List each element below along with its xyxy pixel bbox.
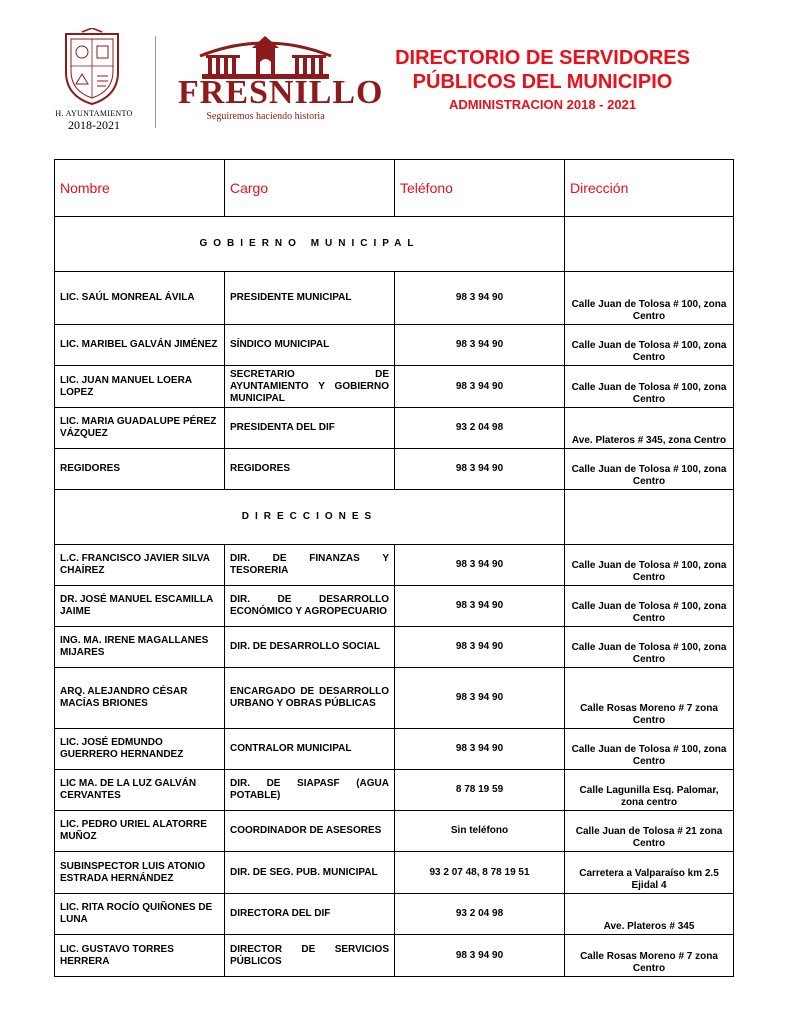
cargo-cell: DIR. DE SEG. PUB. MUNICIPAL [225,852,395,894]
cargo-cell: DIRECTORA DEL DIF [225,894,395,935]
telefono-cell: 98 3 94 90 [395,545,565,586]
table-row [55,408,734,449]
cargo-cell: CONTRALOR MUNICIPAL [225,729,395,770]
section-label: DIRECCIONES [55,490,565,545]
table-row [55,449,734,490]
cargo-cell: DIRECTOR DE SERVICIOS PÚBLICOS [225,935,395,977]
fresnillo-logo-tagline: Seguiremos haciendo historia [206,111,325,122]
telefono-cell: 93 2 04 98 [395,408,565,449]
table-row [55,852,734,894]
direccion-cell: Calle Juan de Tolosa # 100, zona Centro [565,586,734,627]
name-cell: LIC. PEDRO URIEL ALATORRE MUÑOZ [55,811,225,852]
direccion-cell: Calle Juan de Tolosa # 100, zona Centro [565,449,734,490]
name-cell: LIC MA. DE LA LUZ GALVÁN CERVANTES [55,770,225,811]
title-line2: PÚBLICOS DEL MUNICIPIO [412,71,673,93]
telefono-cell: 98 3 94 90 [395,272,565,325]
table-row [55,586,734,627]
direccion-cell: Calle Lagunilla Esq. Palomar, zona centro [565,770,734,811]
direccion-cell: Ave. Plateros # 345, zona Centro [565,408,734,449]
telefono-cell: 8 78 19 59 [395,770,565,811]
fresnillo-logo-wordmark: FRESNILLO [178,74,384,111]
cargo-cell: PRESIDENTA DEL DIF [225,408,395,449]
table-row [55,935,734,977]
cargo-cell: DIR. DE DESARROLLO SOCIAL [225,627,395,668]
name-cell: ARQ. ALEJANDRO CÉSAR MACÍAS BRIONES [55,668,225,729]
cargo-cell: SÍNDICO MUNICIPAL [225,325,395,366]
header-cargo: Cargo [225,160,395,217]
direccion-cell: Calle Juan de Tolosa # 100, zona Centro [565,366,734,408]
cargo-cell: REGIDORES [225,449,395,490]
cargo-cell: DIR. DE FINANZAS Y TESORERIA [225,545,395,586]
directory-table [54,159,734,977]
telefono-cell: 98 3 94 90 [395,449,565,490]
table-row [55,545,734,586]
telefono-cell: 98 3 94 90 [395,729,565,770]
name-cell: LIC. SAÚL MONREAL ÁVILA [55,272,225,325]
title-line3: ADMINISTRACION 2018 - 2021 [448,97,637,112]
cargo-cell: PRESIDENTE MUNICIPAL [225,272,395,325]
table-row [55,366,734,408]
telefono-cell: 98 3 94 90 [395,627,565,668]
direccion-cell: Carretera a Valparaíso km 2.5 Ejidal 4 [565,852,734,894]
header-name: Nombre [55,160,225,217]
cargo-cell: ENCARGADO DE DESARROLLO URBANO Y OBRAS PÚBLICAS [225,668,395,729]
table-row [55,627,734,668]
header-telefono: Teléfono [395,160,565,217]
name-cell: SUBINSPECTOR LUIS ATONIO ESTRADA HERNÁNDEZ [55,852,225,894]
title-line1: DIRECTORIO DE SERVIDORES [395,47,690,69]
municipal-seal-icon [60,28,124,106]
telefono-cell: 98 3 94 90 [395,366,565,408]
name-cell: LIC. MARIBEL GALVÁN JIMÉNEZ [55,325,225,366]
cargo-cell: COORDINADOR DE ASESORES [225,811,395,852]
page-header [0,0,791,150]
seal-caption-line1: H. AYUNTAMIENTO [55,109,133,118]
direccion-cell: Calle Rosas Moreno # 7 zona Centro [565,668,734,729]
name-cell: L.C. FRANCISCO JAVIER SILVA CHAÍREZ [55,545,225,586]
name-cell: LIC. RITA ROCÍO QUIÑONES DE LUNA [55,894,225,935]
seal-caption-line2: 2018-2021 [68,117,120,132]
table-row [55,668,734,729]
direccion-cell: Calle Juan de Tolosa # 100, zona Centro [565,325,734,366]
direccion-cell: Calle Juan de Tolosa # 100, zona Centro [565,545,734,586]
header-direccion: Dirección [565,160,734,217]
name-cell: LIC. GUSTAVO TORRES HERRERA [55,935,225,977]
table-row [55,729,734,770]
direccion-cell: Calle Juan de Tolosa # 100, zona Centro [565,729,734,770]
telefono-cell: 93 2 07 48, 8 78 19 51 [395,852,565,894]
telefono-cell: 98 3 94 90 [395,325,565,366]
name-cell: LIC. JOSÉ EDMUNDO GUERRERO HERNANDEZ [55,729,225,770]
header-divider [155,36,156,128]
name-cell: ING. MA. IRENE MAGALLANES MIJARES [55,627,225,668]
seal-caption [44,110,144,132]
cargo-cell: DIR. DE SIAPASF (AGUA POTABLE) [225,770,395,811]
section-empty-cell [565,490,734,545]
document-title [350,46,735,114]
section-empty-cell [565,217,734,272]
telefono-cell: 93 2 04 98 [395,894,565,935]
table-row [55,325,734,366]
table-header-row [55,160,734,217]
name-cell: LIC. JUAN MANUEL LOERA LOPEZ [55,366,225,408]
direccion-cell: Calle Juan de Tolosa # 100, zona Centro [565,627,734,668]
name-cell: REGIDORES [55,449,225,490]
name-cell: DR. JOSÉ MANUEL ESCAMILLA JAIME [55,586,225,627]
table-row [55,811,734,852]
cargo-cell: SECRETARIO DE AYUNTAMIENTO Y GOBIERNO MUNICIPAL [225,366,395,408]
table-row [55,770,734,811]
cargo-cell: DIR. DE DESARROLLO ECONÓMICO Y AGROPECUARIO [225,586,395,627]
direccion-cell: Calle Juan de Tolosa # 100, zona Centro [565,272,734,325]
telefono-cell: 98 3 94 90 [395,935,565,977]
direccion-cell: Ave. Plateros # 345 [565,894,734,935]
direccion-cell: Calle Rosas Moreno # 7 zona Centro [565,935,734,977]
telefono-cell: 98 3 94 90 [395,668,565,729]
direccion-cell: Calle Juan de Tolosa # 21 zona Centro [565,811,734,852]
section-row [55,490,734,545]
telefono-cell: Sin teléfono [395,811,565,852]
table-row [55,894,734,935]
section-label: GOBIERNO MUNICIPAL [55,217,565,272]
section-row [55,217,734,272]
table-row [55,272,734,325]
name-cell: LIC. MARIA GUADALUPE PÉREZ VÁZQUEZ [55,408,225,449]
telefono-cell: 98 3 94 90 [395,586,565,627]
